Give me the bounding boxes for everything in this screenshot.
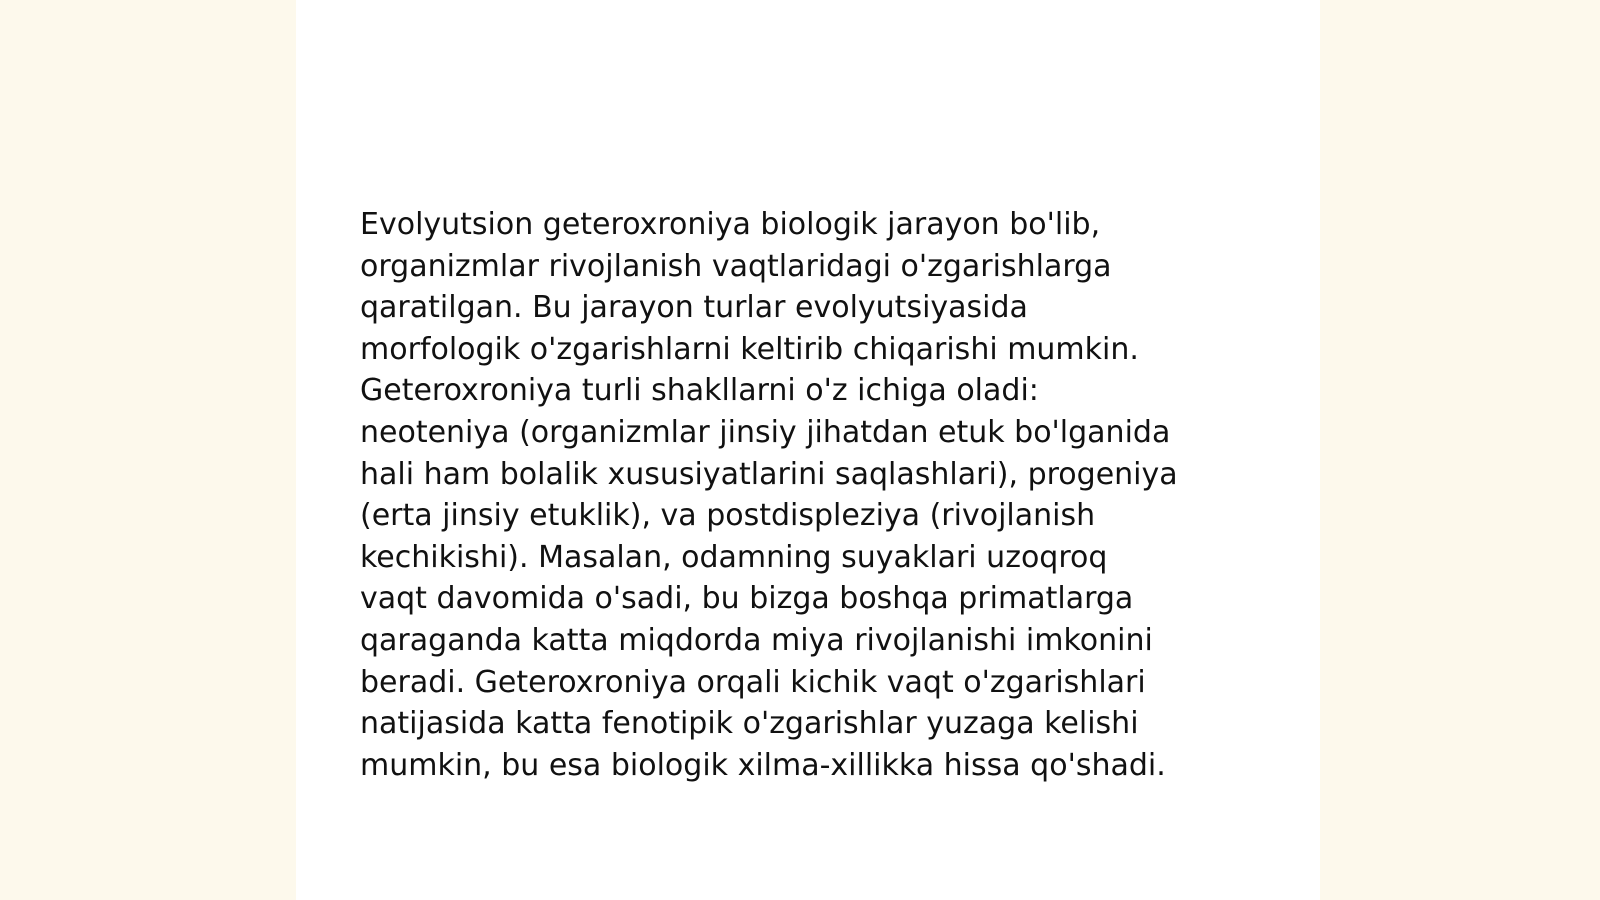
document-page bbox=[296, 0, 1320, 900]
body-paragraph: Evolyutsion geteroxroniya biologik jarayon bo'lib, organizmlar rivojlanish vaqtlaridagi o'zgarishlarga qaratilgan. Bu jarayon turlar evolyutsiyasida morfologik o'zgarishlarni keltirib chiqarishi mumkin. Geteroxroniya turli shakllarni o'z ichiga oladi: neoteniya (organizmlar jinsiy jihatdan etuk bo'lganida hali ham bolalik xususiyatlarini saqlashlari), progeniya (erta jinsiy etuklik), va postdispleziya (rivojlanish kechikishi). Masalan, odamning suyaklari uzoqroq vaqt davomida o'sadi, bu bizga boshqa primatlarga qaraganda katta miqdorda miya rivojlanishi imkonini beradi. Geteroxroniya orqali kichik vaqt o'zgarishlari natijasida katta fenotipik o'zgarishlar yuzaga kelishi mumkin, bu esa biologik xilma-xillikka hissa qo'shadi. bbox=[360, 207, 1178, 783]
